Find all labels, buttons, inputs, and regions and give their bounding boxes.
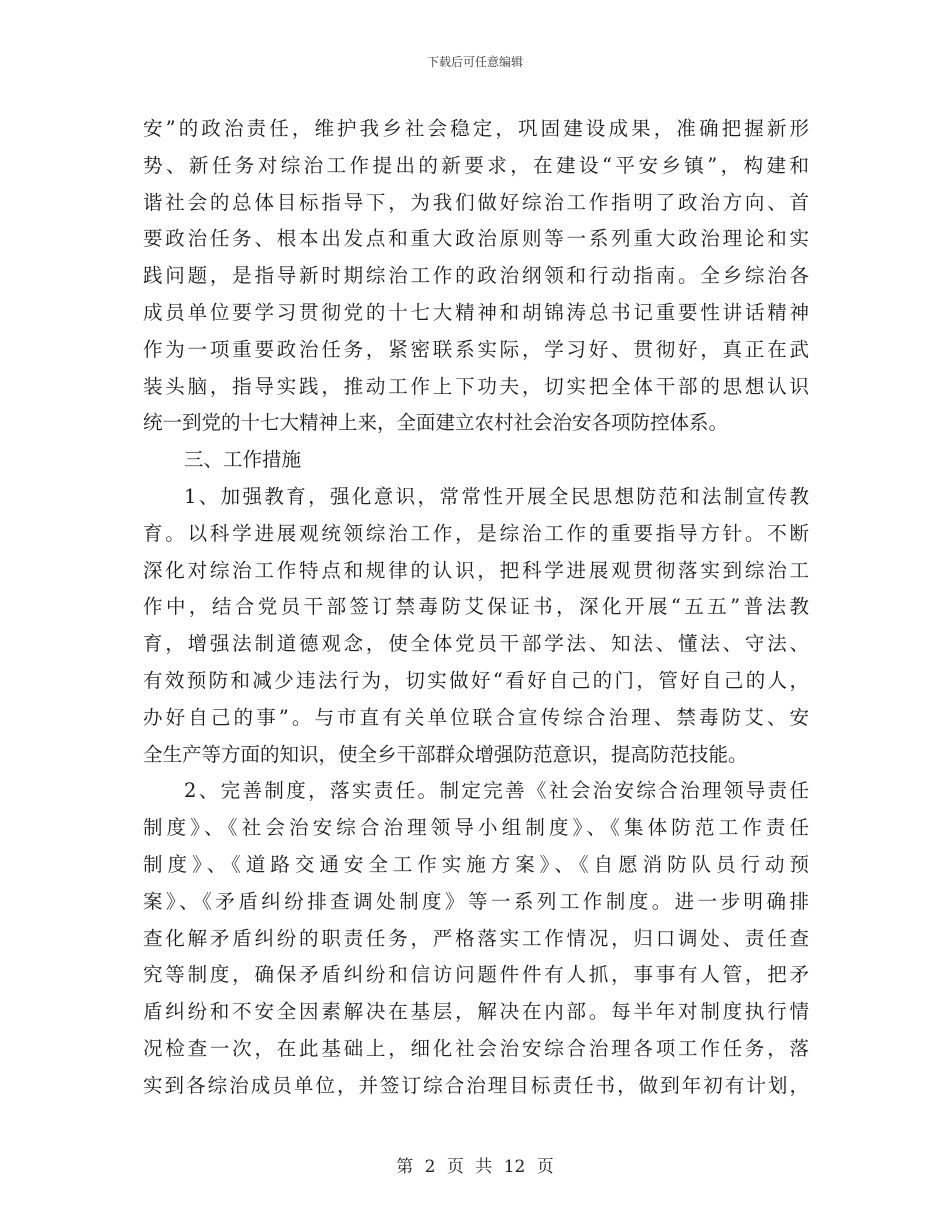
text-line: 安”的政治责任，维护我乡社会稳定，巩固建设成果，准确把握新形 <box>143 117 809 140</box>
text-line: 势、新任务对综治工作提出的新要求，在建设“平安乡镇”，构建和 <box>143 153 809 177</box>
text-line: 1、加强教育，强化意识，常常性开展全民思想防范和法制宣传教 <box>184 484 809 508</box>
text-line: 究等制度，确保矛盾纠纷和信访问题件件有人抓，事事有人管，把矛 <box>143 963 809 987</box>
text-line: 要政治任务、根本出发点和重大政治原则等一系列重大政治理论和实 <box>143 227 809 251</box>
text-line: 有效预防和减少违法行为，切实做好“看好自己的门，管好自己的人， <box>143 668 809 692</box>
current-page-number: 2 <box>424 1157 436 1177</box>
text-line: 装头脑，指导实践，推动工作上下功夫，切实把全体干部的思想认识 <box>143 374 809 398</box>
text-line: 全生产等方面的知识，使全乡干部群众增强防范意识，提高防范技能。 <box>143 742 748 766</box>
page-footer <box>0 1152 950 1177</box>
text-line: 制度》、《道路交通安全工作实施方案》、《自愿消防队员行动预 <box>143 852 809 876</box>
text-line: 育，增强法制道德观念，使全体党员干部学法、知法、懂法、守法、 <box>143 632 809 656</box>
text-line: 查化解矛盾纠纷的职责任务，严格落实工作情况，归口调处、责任查 <box>143 926 809 950</box>
total-label-suffix: 页 <box>536 1157 554 1177</box>
text-line: 作为一项重要政治任务，紧密联系实际，学习好、贯彻好，真正在武 <box>143 337 809 361</box>
text-line: 成员单位要学习贯彻党的十七大精神和胡锦涛总书记重要性讲话精神 <box>143 300 809 324</box>
text-line: 育。以科学进展观统领综治工作，是综治工作的重要指导方针。不断 <box>143 521 809 545</box>
text-line: 案》、《矛盾纠纷排查调处制度》等一系列工作制度。进一步明确排 <box>143 889 809 913</box>
document-body <box>143 111 809 1105</box>
total-label: 共 <box>475 1157 493 1177</box>
text-line: 深化对综治工作特点和规律的认识，把科学进展观贯彻落实到综治工 <box>143 558 809 582</box>
text-line: 实到各综治成员单位，并签订综合治理目标责任书，做到年初有计划， <box>143 1073 809 1097</box>
text-line: 盾纠纷和不安全因素解决在基层，解决在内部。每半年对制度执行情 <box>143 1000 809 1024</box>
page-label-prefix: 第 <box>396 1157 414 1177</box>
text-line: 作中，结合党员干部签订禁毒防艾保证书，深化开展“五五”普法教 <box>143 595 809 619</box>
section-heading: 三、工作措施 <box>184 448 302 472</box>
text-line: 制度》、《社会治安综合治理领导小组制度》、《集体防范工作责任 <box>143 816 809 840</box>
text-line: 况检查一次，在此基础上，细化社会治安综合治理各项工作任务，落 <box>143 1036 809 1060</box>
text-line: 谐社会的总体目标指导下，为我们做好综治工作指明了政治方向、首 <box>143 190 809 214</box>
text-line: 践问题，是指导新时期综治工作的政治纲领和行动指南。全乡综治各 <box>143 264 809 288</box>
text-line: 2、完善制度，落实责任。制定完善《社会治安综合治理领导责任 <box>184 779 809 803</box>
page-header: 下载后可任意编辑 <box>426 55 523 69</box>
total-page-count: 12 <box>503 1157 526 1177</box>
text-line: 办好自己的事”。与市直有关单位联合宣传综合治理、禁毒防艾、安 <box>143 705 809 729</box>
text-line: 统一到党的十七大精神上来，全面建立农村社会治安各项防控体系。 <box>143 411 729 435</box>
page-label-suffix: 页 <box>446 1157 464 1177</box>
